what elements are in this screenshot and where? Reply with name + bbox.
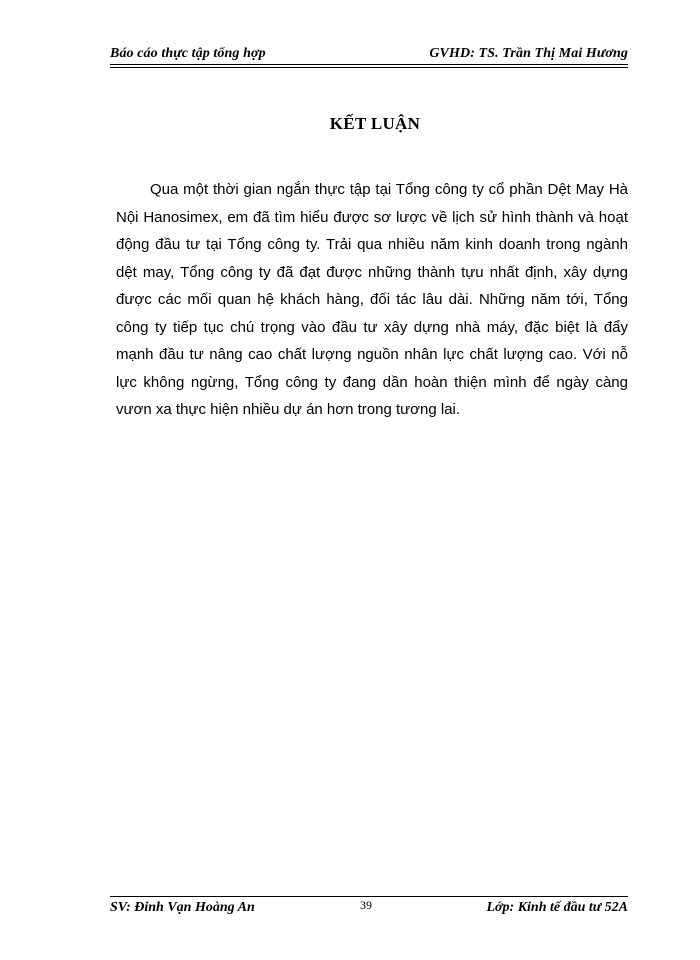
footer-student: SV: Đinh Vạn Hoàng An [110,900,255,915]
page-header [110,40,628,62]
page-title: KẾT LUẬN [329,114,421,133]
header-report-title: Báo cáo thực tập tổng hợp [110,46,266,61]
page-number: 39 [360,898,372,912]
page-footer [110,900,628,922]
conclusion-paragraph: Qua một thời gian ngắn thực tập tại Tổng công ty cổ phần Dệt May Hà Nội Hanosimex, em đã tìm hiểu được sơ lược về lịch sử hình thành và hoạt động đầu tư tại Tổng công ty. Trải qua nhiều năm kinh doanh trong ngành dệt may, Tổng công ty đã đạt được những thành tựu nhất định, xây dựng được các mối quan hệ khách hàng, đối tác lâu dài. Những năm tới, Tổng công ty tiếp tục chú trọng vào đầu tư xây dựng nhà máy, đặc biệt là đẩy mạnh đầu tư nâng cao chất lượng nguồn nhân lực chất lượng cao. Với nỗ lực không ngừng, Tổng công ty đang dần hoàn thiện mình để ngày càng vươn xa thực hiện nhiều dự án hơn trong tương lai. [116,181,628,418]
header-supervisor: GVHD: TS. Trần Thị Mai Hương [429,46,628,61]
header-divider [110,64,628,65]
footer-divider [110,896,628,897]
footer-class: Lớp: Kinh tế đầu tư 52A [486,900,628,915]
header-divider-secondary [110,67,628,68]
